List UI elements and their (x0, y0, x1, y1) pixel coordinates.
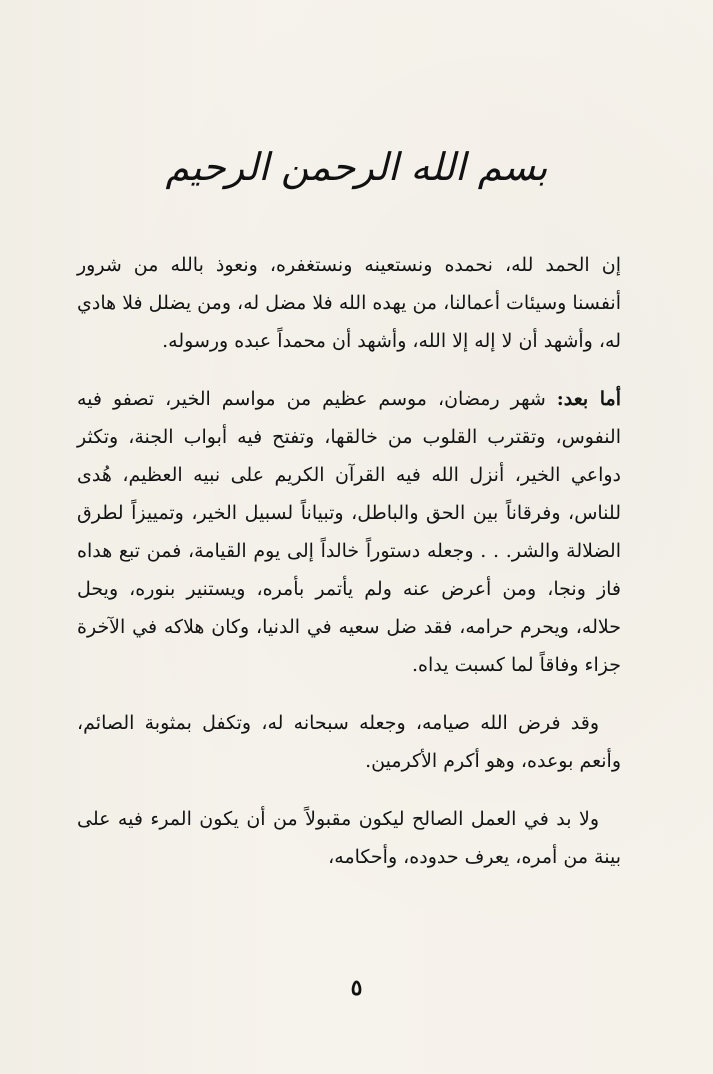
paragraph-3-text: وقد فرض الله صيامه، وجعله سبحانه له، وتكفل بمثوبة الصائم، وأنعم بوعده، وهو أكرم الأكرمين. (77, 712, 621, 772)
paragraph-2 (77, 380, 621, 684)
paragraph-4 (77, 800, 621, 876)
paragraph-1 (77, 246, 621, 360)
page-number: ٥ (350, 975, 363, 1001)
paragraph-2-lead: أما بعد: (556, 388, 621, 410)
paragraph-2-text: شهر رمضان، موسم عظيم من مواسم الخير، تصفو فيه النفوس، وتقترب القلوب من خالقها، وتفتح فيه أبواب الجنة، وتكثر دواعي الخير، أنزل الله فيه القرآن الكريم على نبيه العظيم، هُدى للناس، وفرقاناً بين الحق والباطل، وتبياناً لسبيل الخير، وتمييزاً لطرق الضلالة والشر. . . وجعله دستوراً خالداً إلى يوم القيامة، فمن تبع هداه فاز ونجا، ومن أعرض عنه ولم يأتمر بأمره، ويستنير بنوره، ويحل حلاله، ويحرم حرامه، فقد ضل سعيه في الدنيا، وكان هلاكه في الآخرة جزاء وفاقاً لما كسبت يداه. (77, 388, 621, 676)
paragraph-4-text: ولا بد في العمل الصالح ليكون مقبولاً من أن يكون المرء فيه على بينة من أمره، يعرف حدوده، وأحكامه، (77, 808, 621, 868)
paragraph-3 (77, 704, 621, 780)
body-text (77, 246, 621, 896)
paragraph-1-text: إن الحمد لله، نحمده ونستعينه ونستغفره، ونعوذ بالله من شرور أنفسنا وسيئات أعمالنا، من يهده الله فلا مضل له، ومن يضلل فلا هادي له، وأشهد أن لا إله إلا الله، وأشهد أن محمداً عبده ورسوله. (77, 254, 621, 352)
basmala-heading: بسم الله الرحمن الرحيم (165, 145, 548, 189)
